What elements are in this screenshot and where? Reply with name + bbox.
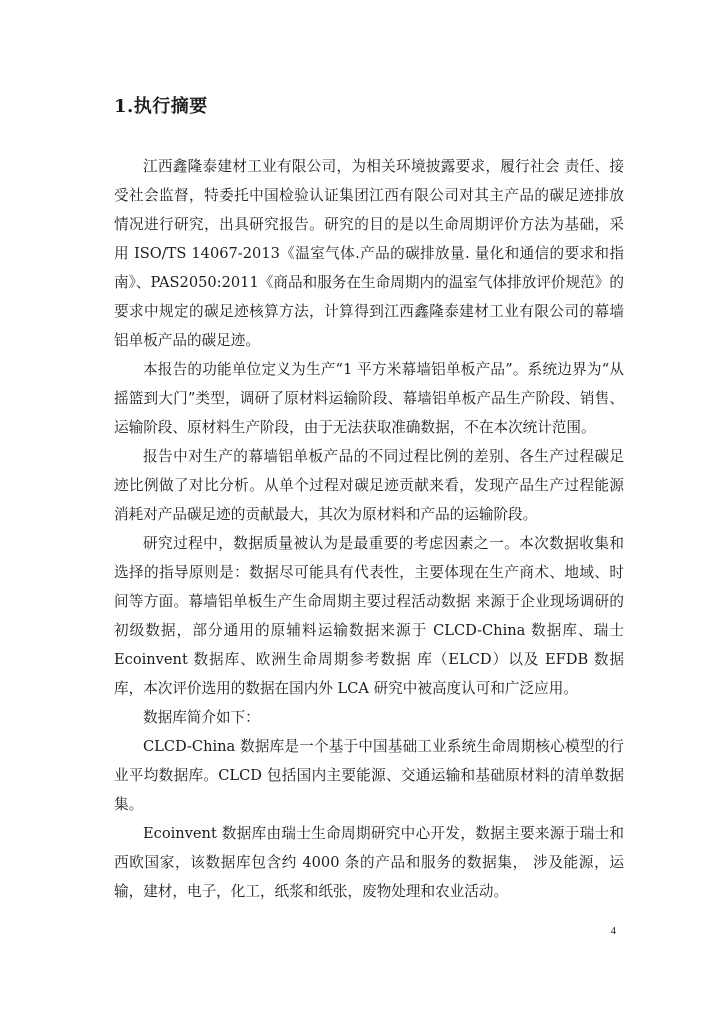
body-text bbox=[114, 152, 624, 906]
paragraph-functional-unit: 本报告的功能单位定义为生产“1 平方米幕墙铝单板产品”。系统边界为“从摇篮到大门”类型，调研了原材料运输阶段、幕墙铝单板产品生产阶段、销售、运输阶段、原材料生产阶段，由于无法获取准确数据，不在本次统计范围。 bbox=[114, 361, 624, 436]
paragraph-ecoinvent: Ecoinvent 数据库由瑞士生命周期研究中心开发，数据主要来源于瑞士和西欧国家，该数据库包含约 4000 条的产品和服务的数据集， 涉及能源，运输，建材，电子，化工，纸浆和纸张，废物处理和农业活动。 bbox=[114, 825, 624, 900]
page-number: 4 bbox=[610, 925, 616, 937]
paragraph-intro: 江西鑫隆泰建材工业有限公司，为相关环境披露要求，履行社会 责任、接受社会监督，特委托中国检验认证集团江西有限公司对其主产品的碳足迹排放情况进行研究，出具研究报告。研究的目的是以生命周期评价方法为基础，采用 ISO/TS 14067-2013《温室气体.产品的碳排放量. 量化和通信的要求和指南》、PAS2050:2011《商品和服务在生命周期内的温室气体排放评价规范》的要求中规定的碳足迹核算方法，计算得到江西鑫隆泰建材工业有限公司的幕墙铝单板产品的碳足迹。 bbox=[114, 158, 624, 349]
paragraph-clcd: CLCD-China 数据库是一个基于中国基础工业系统生命周期核心模型的行业平均数据库。CLCD 包括国内主要能源、交通运输和基础原材料的清单数据集。 bbox=[114, 738, 624, 813]
paragraph-data-quality: 研究过程中，数据质量被认为是最重要的考虑因素之一。本次数据收集和选择的指导原则是：数据尽可能具有代表性，主要体现在生产商术、地域、时间等方面。幕墙铝单板生产生命周期主要过程活动数据 来源于企业现场调研的初级数据，部分通用的原辅料运输数据来源于 CLCD-China 数据库、瑞士 Ecoinvent 数据库、欧洲生命周期参考数据 库（ELCD）以及 EFDB 数据库，本次评价选用的数据在国内外 LCA 研究中被高度认可和广泛应用。 bbox=[114, 535, 624, 697]
paragraph-analysis: 报告中对生产的幕墙铝单板产品的不同过程比例的差别、各生产过程碳足迹比例做了对比分析。从单个过程对碳足迹贡献来看，发现产品生产过程能源消耗对产品碳足迹的贡献最大，其次为原材料和产品的运输阶段。 bbox=[114, 448, 624, 523]
section-heading: 1.执行摘要 bbox=[114, 96, 208, 117]
paragraph-database-intro: 数据库简介如下： bbox=[143, 709, 260, 726]
